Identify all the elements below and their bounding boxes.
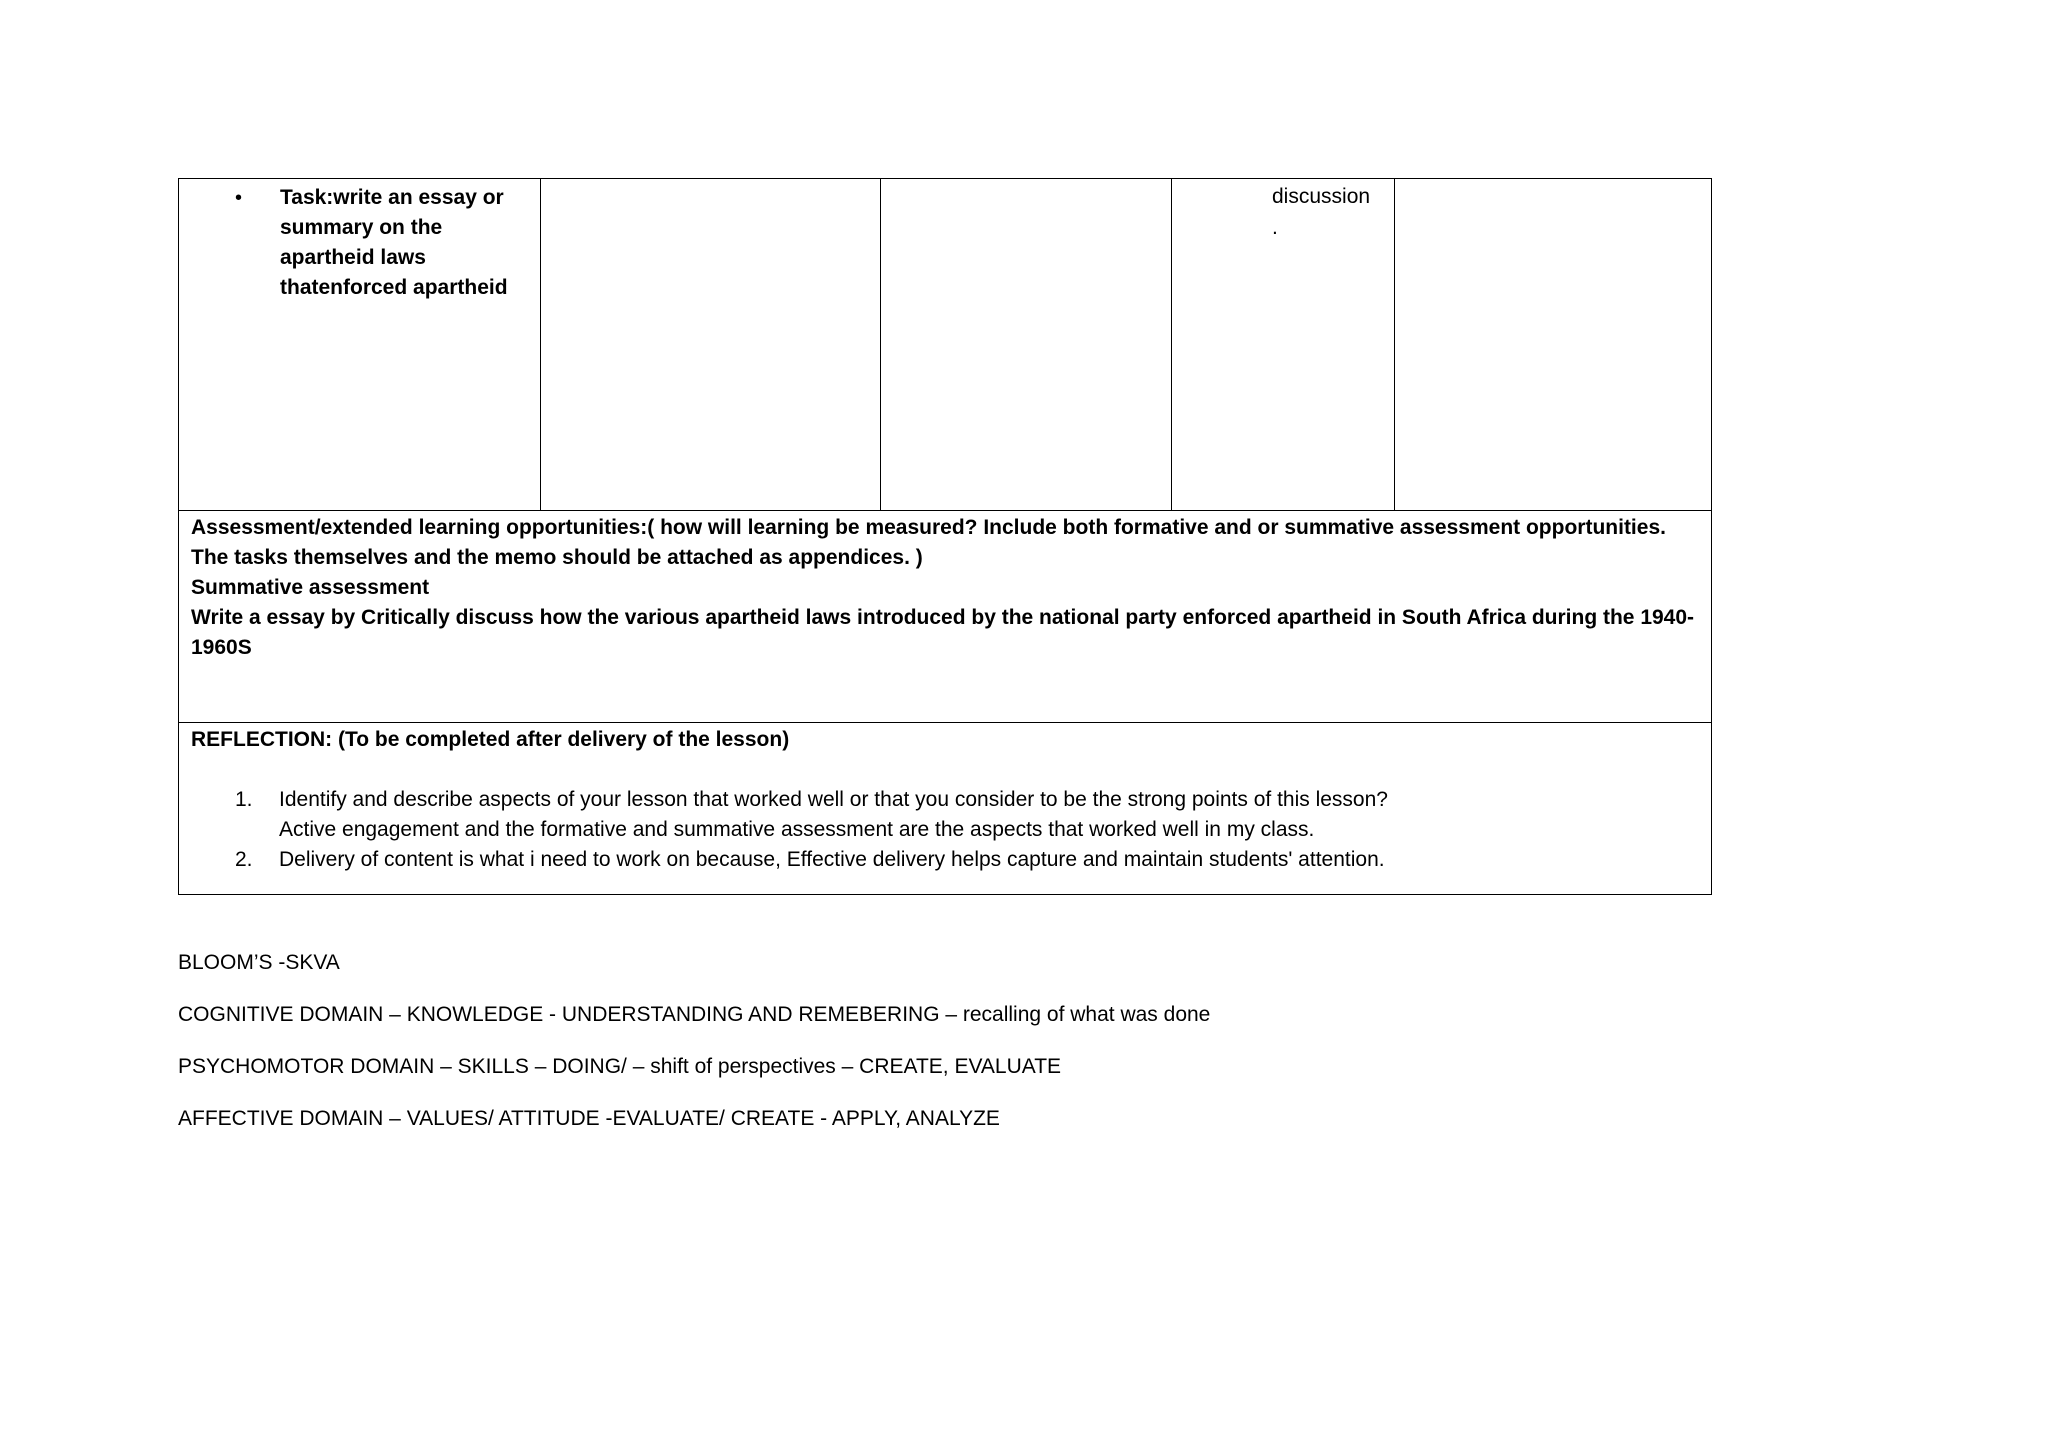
reflection-list [191, 785, 1699, 875]
assessment-row [179, 511, 1712, 723]
assessment-heading: Assessment/extended learning opportunities:( how will learning be measured? Include both formative and or summative assessment opportunities. The tasks themselves and the memo should be attached as appendices. ) [191, 516, 1666, 569]
reflection-item-1 [191, 785, 1699, 845]
reflection-item-2 [191, 845, 1699, 875]
assessment-subheading: Summative assessment [191, 576, 430, 599]
task-row [179, 179, 1712, 511]
assessment-task: Write a essay by Critically discuss how the various apartheid laws introduced by the national party enforced apartheid in South Africa during the 1940-1960S [191, 606, 1695, 659]
affective-domain-line: AFFECTIVE DOMAIN – VALUES/ ATTITUDE -EVALUATE/ CREATE - APPLY, ANALYZE [178, 1107, 1000, 1130]
reflection-row [179, 723, 1712, 895]
empty-cell-2 [541, 179, 881, 511]
reflection-question-2: Delivery of content is what i need to work on because, Effective delivery helps capture and maintain students' attention. [279, 848, 1385, 871]
blooms-heading: BLOOM’S -SKVA [178, 951, 340, 974]
reflection-question-1: Identify and describe aspects of your lesson that worked well or that you consider to be the strong points of this lesson? [279, 788, 1388, 811]
lesson-plan-table [178, 178, 1712, 895]
empty-cell-3 [881, 179, 1172, 511]
bullet-icon: • [235, 187, 243, 209]
reflection-cell [179, 723, 1712, 895]
discussion-text: discussion . [1272, 185, 1371, 239]
psychomotor-domain-line: PSYCHOMOTOR DOMAIN – SKILLS – DOING/ – shift of perspectives – CREATE, EVALUATE [178, 1055, 1062, 1078]
blooms-notes [178, 948, 1210, 1156]
reflection-answer-1: Active engagement and the formative and summative assessment are the aspects that worked well in my class. [279, 818, 1315, 841]
empty-cell-5 [1395, 179, 1712, 511]
reflection-number-2: 2. [235, 848, 253, 871]
reflection-number-1: 1. [235, 788, 253, 811]
assessment-cell [179, 511, 1712, 723]
task-cell [179, 179, 541, 511]
discussion-cell [1172, 179, 1395, 511]
cognitive-domain-line: COGNITIVE DOMAIN – KNOWLEDGE - UNDERSTANDING AND REMEBERING – recalling of what was done [178, 1003, 1211, 1026]
reflection-title: REFLECTION: (To be completed after delivery of the lesson) [191, 728, 790, 751]
task-text: Task:write an essay or summary on the apartheid laws thatenforced apartheid [280, 186, 508, 299]
